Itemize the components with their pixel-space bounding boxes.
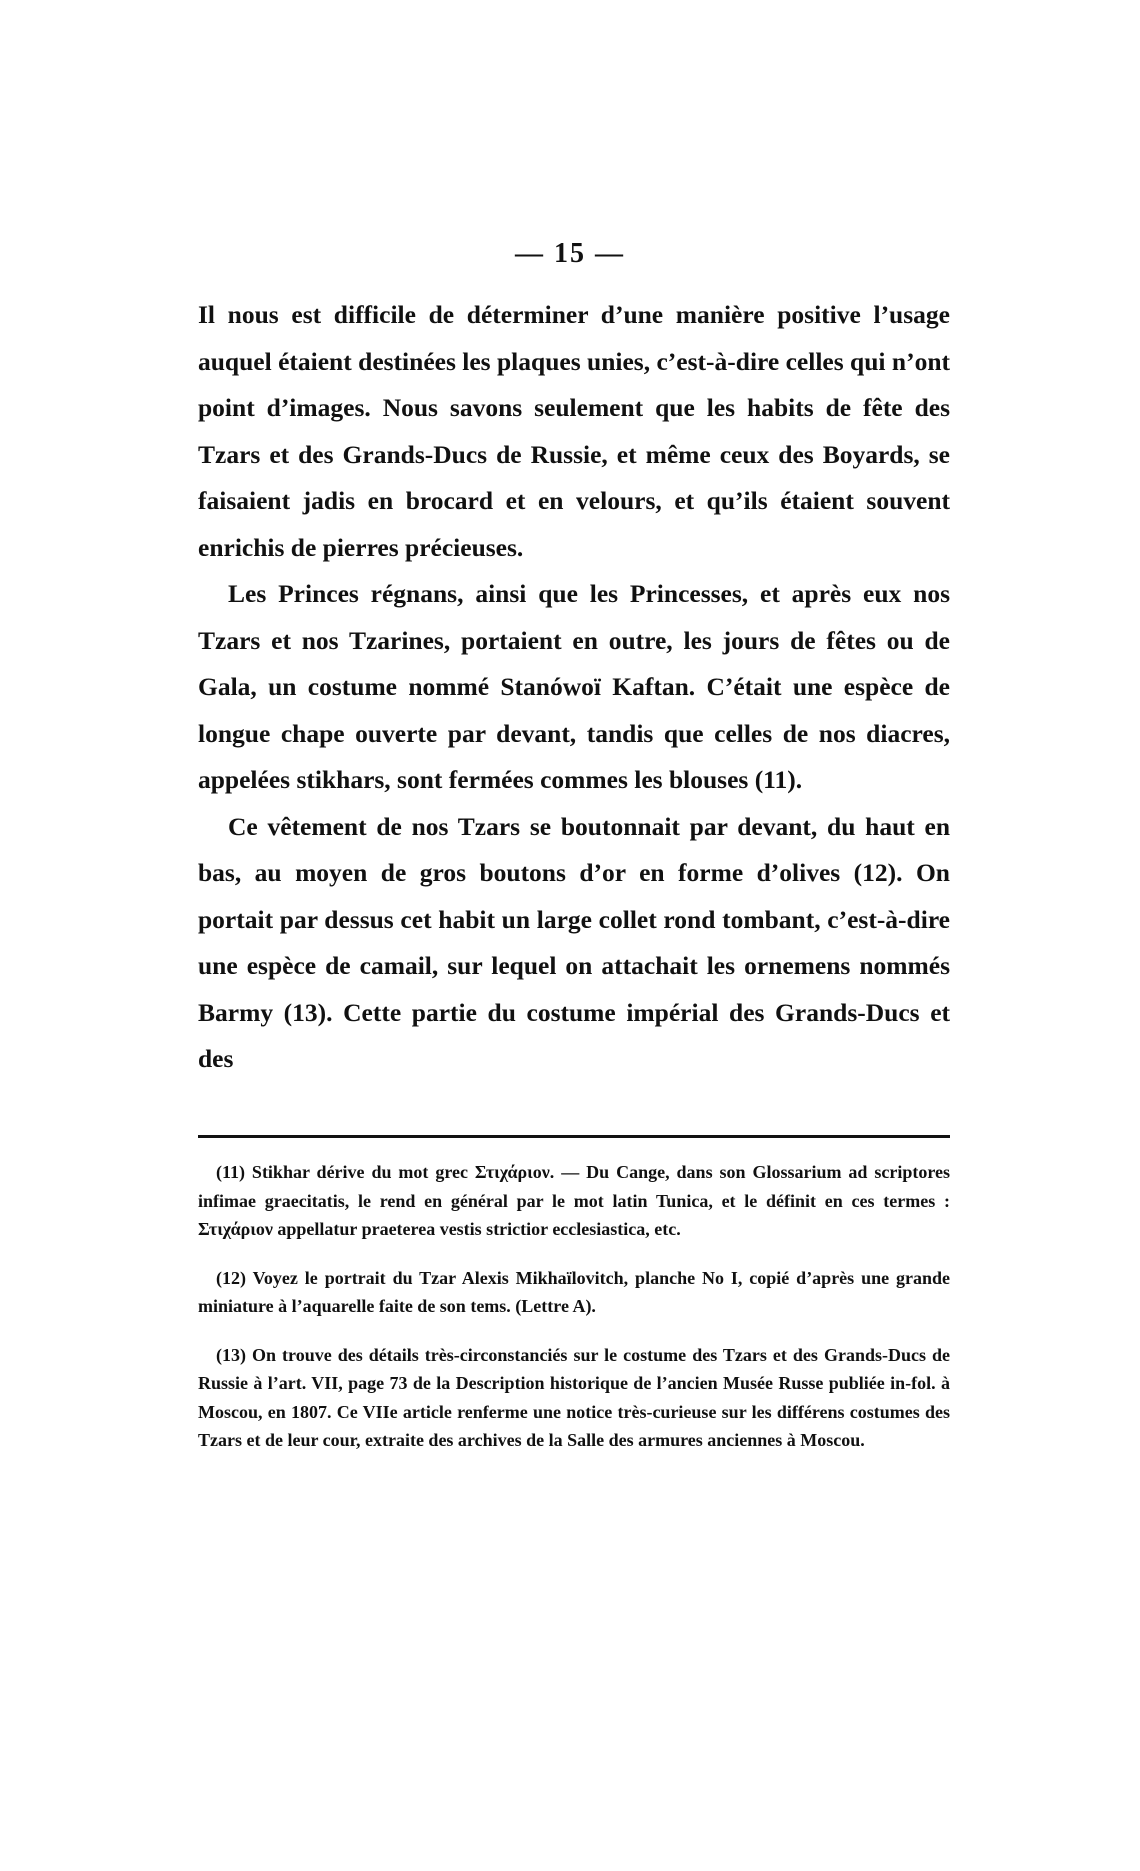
- paragraph-1: Il nous est difficile de déterminer d’une manière positive l’usage auquel étaient destinées les plaques unies, c’est-à-dire celles qui n’ont point d’images. Nous savons seulement que les habits de fête des Tzars et des Grands-Ducs de Russie, et même ceux des Boyards, se faisaient jadis en brocard et en velours, et qu’ils étaient souvent enrichis de pierres précieuses.: [198, 300, 950, 562]
- footnotes: [198, 1158, 950, 1455]
- footnote-11: (11) Stikhar dérive du mot grec Στιχάριον. — Du Cange, dans son Glossarium ad scriptores infimae graecitatis, le rend en général par le mot latin Tunica, et le définit en ces termes : Στιχάριον appellatur praeterea vestis strictior ecclesiastica, etc.: [198, 1162, 950, 1239]
- page-number: — 15 —: [515, 238, 625, 269]
- body-text: [198, 292, 950, 1083]
- paragraph-3: Ce vêtement de nos Tzars se boutonnait par devant, du haut en bas, au moyen de gros boutons d’or en forme d’olives (12). On portait par dessus cet habit un large collet rond tombant, c’est-à-dire une espèce de camail, sur lequel on attachait les ornemens nommés Barmy (13). Cette partie du costume impérial des Grands-Ducs et des: [198, 811, 950, 1073]
- footnote-12: (12) Voyez le portrait du Tzar Alexis Mikhaïlovitch, planche No I, copié d’après une grande miniature à l’aquarelle faite de son tems. (Lettre A).: [198, 1267, 950, 1316]
- paragraph-2: Les Princes régnans, ainsi que les Princesses, et après eux nos Tzars et nos Tzarines, portaient en outre, les jours de fêtes ou de Gala, un costume nommé Stanówoï Kaftan. C’était une espèce de longue chape ouverte par devant, tandis que celles de nos diacres, appelées stikhars, sont fermées commes les blouses (11).: [198, 579, 950, 794]
- footnote-divider: [198, 1135, 950, 1138]
- footnote-13: (13) On trouve des détails très-circonstanciés sur le costume des Tzars et des Grands-Ducs de Russie à l’art. VII, page 73 de la Description historique de l’ancien Musée Russe publiée in-fol. à Moscou, en 1807. Ce VIIe article renferme une notice très-curieuse sur les différens costumes des Tzars et de leur cour, extraite des archives de la Salle des armures anciennes à Moscou.: [198, 1344, 950, 1450]
